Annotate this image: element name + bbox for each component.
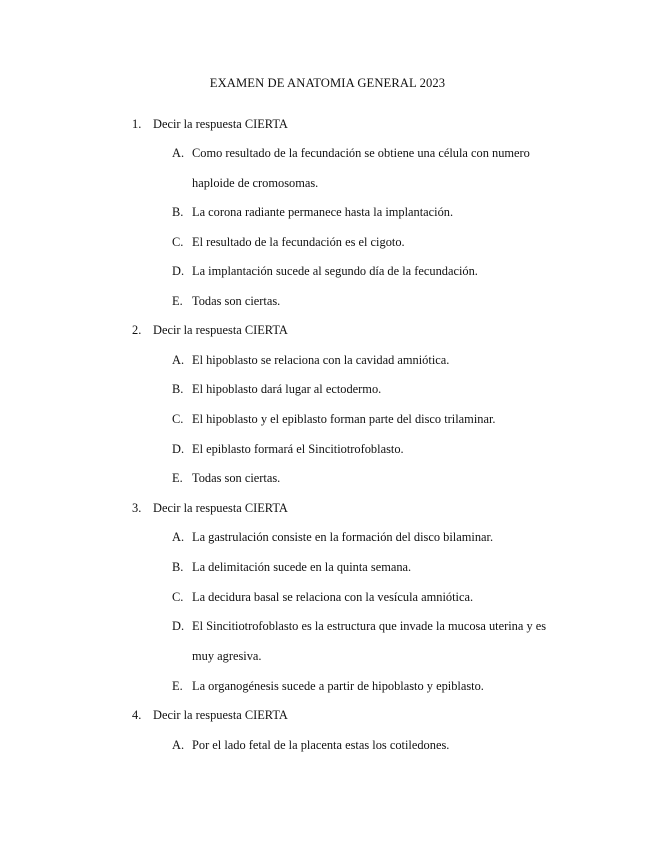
option-letter: D. — [172, 442, 185, 456]
option-letter: C. — [172, 412, 184, 426]
option-letter: C. — [172, 235, 184, 249]
option-letter: E. — [172, 679, 183, 693]
option-text: El Sincitiotrofoblasto es la estructura que invade la mucosa uterina y es muy agresiva. — [192, 619, 547, 663]
option-text: La corona radiante permanece hasta la implantación. — [192, 205, 454, 219]
question-number: 4. — [132, 708, 142, 722]
option-text: El epiblasto formará el Sincitiotrofoblasto. — [192, 442, 404, 456]
option-letter: D. — [172, 619, 185, 633]
option-text: El resultado de la fecundación es el cigoto. — [192, 235, 405, 249]
question-number: 3. — [132, 501, 142, 515]
option-letter: E. — [172, 294, 183, 308]
exam-title: EXAMEN DE ANATOMIA GENERAL 2023 — [209, 76, 446, 90]
option-text: El hipoblasto y el epiblasto forman parte del disco trilaminar. — [192, 412, 496, 426]
option-text: Como resultado de la fecundación se obtiene una célula con numero haploide de cromosomas. — [192, 146, 530, 190]
option-text: El hipoblasto dará lugar al ectodermo. — [192, 382, 382, 396]
question-stem: Decir la respuesta CIERTA — [153, 323, 288, 337]
question-stem: Decir la respuesta CIERTA — [153, 117, 288, 131]
option-letter: C. — [172, 590, 184, 604]
option-text: La decidura basal se relaciona con la vesícula amniótica. — [192, 590, 474, 604]
option-text: La implantación sucede al segundo día de la fecundación. — [192, 264, 478, 278]
option-letter: A. — [172, 146, 185, 160]
option-letter: E. — [172, 471, 183, 485]
option-text: La delimitación sucede en la quinta semana. — [192, 560, 412, 574]
option-letter: B. — [172, 382, 184, 396]
option-letter: B. — [172, 205, 184, 219]
option-text: Por el lado fetal de la placenta estas los cotiledones. — [192, 738, 450, 752]
question-stem: Decir la respuesta CIERTA — [153, 708, 288, 722]
option-text: Todas son ciertas. — [192, 471, 281, 485]
option-letter: A. — [172, 353, 185, 367]
option-text: La gastrulación consiste en la formación del disco bilaminar. — [192, 530, 494, 544]
question-number: 2. — [132, 323, 142, 337]
option-letter: A. — [172, 738, 185, 752]
option-text: La organogénesis sucede a partir de hipoblasto y epiblasto. — [192, 679, 484, 693]
option-letter: D. — [172, 264, 185, 278]
option-text: El hipoblasto se relaciona con la cavidad amniótica. — [192, 353, 450, 367]
question-number: 1. — [132, 117, 142, 131]
option-letter: A. — [172, 530, 185, 544]
option-text: Todas son ciertas. — [192, 294, 281, 308]
option-letter: B. — [172, 560, 184, 574]
question-stem: Decir la respuesta CIERTA — [153, 501, 288, 515]
